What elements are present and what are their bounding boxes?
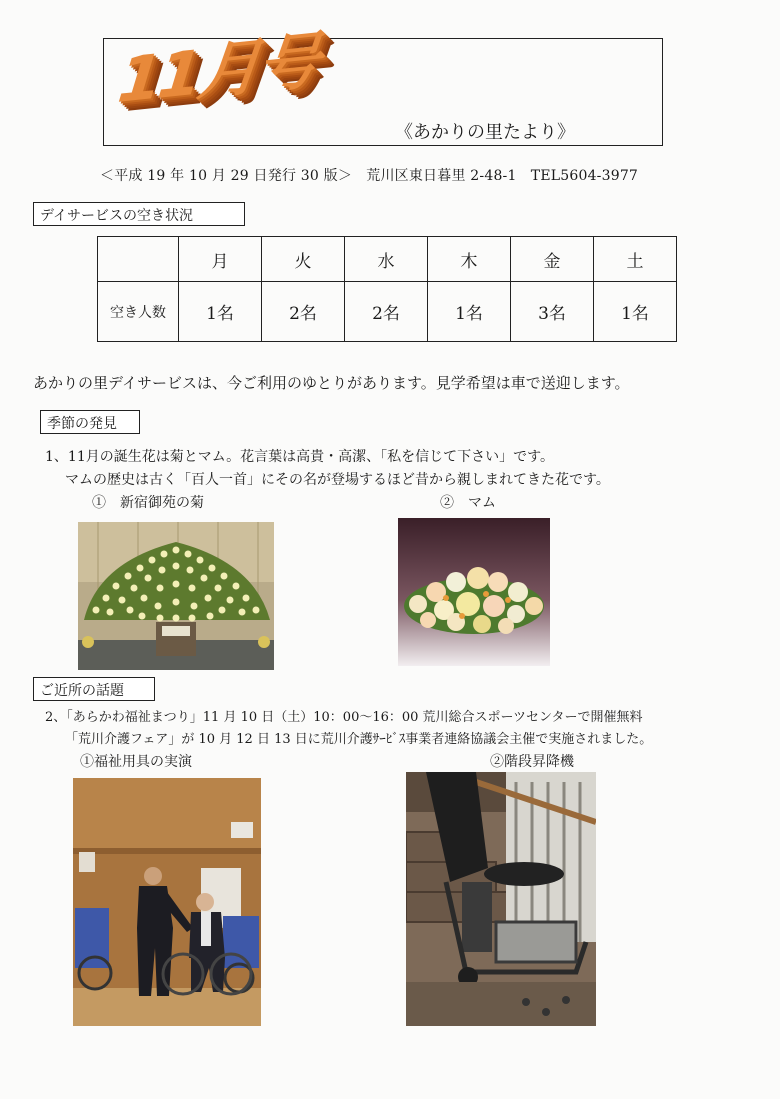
vacancy-sat: 1名 bbox=[594, 282, 677, 342]
day-header-thu: 木 bbox=[428, 237, 511, 282]
newsletter-name: 《あかりの里たより》 bbox=[395, 122, 575, 143]
day-header-fri: 金 bbox=[511, 237, 594, 282]
vacancy-wed: 2名 bbox=[345, 282, 428, 342]
vacancy-thu: 1名 bbox=[428, 282, 511, 342]
welfare-equipment-photo bbox=[73, 778, 261, 1026]
neighborhood-text-line2: 「荒川介護フェア」が 10 月 12 日 13 日に荒川介護ｻｰﾋﾞｽ事業者連絡協議会主催で実施されました。 bbox=[65, 732, 653, 747]
vacancy-fri: 3名 bbox=[511, 282, 594, 342]
day-service-heading: デイサービスの空き状況 bbox=[33, 202, 245, 226]
season-text-line1: 1、11月の誕生花は菊とマム。花言葉は高貴・高潔、「私を信じて下さい」です。 bbox=[45, 449, 555, 465]
table-corner-cell bbox=[98, 237, 179, 282]
photo-caption-mum: ② マム bbox=[440, 495, 496, 511]
day-header-wed: 水 bbox=[345, 237, 428, 282]
stair-lift-photo bbox=[406, 772, 596, 1026]
neighborhood-heading: ご近所の話題 bbox=[33, 677, 155, 701]
photo-caption-stairlift: ②階段昇降機 bbox=[490, 754, 574, 770]
availability-note: あかりの里デイサービスは、今ご利用のゆとりがあります。見学希望は車で送迎します。 bbox=[33, 374, 630, 392]
vacancy-mon: 1名 bbox=[179, 282, 262, 342]
vacancy-table bbox=[97, 236, 677, 342]
season-heading: 季節の発見 bbox=[40, 410, 140, 434]
photo-caption-chrysanthemum: ① 新宿御苑の菊 bbox=[92, 495, 204, 511]
neighborhood-text-line1: 2、「あらかわ福祉まつり」11 月 10 日（土）10：00～16：00 荒川総合スポーツセンターで開催無料 bbox=[45, 710, 643, 725]
chrysanthemum-photo bbox=[78, 522, 274, 670]
day-header-mon: 月 bbox=[179, 237, 262, 282]
day-header-sat: 土 bbox=[594, 237, 677, 282]
publish-info: ＜平成 19 年 10 月 29 日発行 30 版＞ 荒川区東日暮里 2-48-1 TEL5604-3977 bbox=[100, 168, 639, 184]
vacancy-tue: 2名 bbox=[262, 282, 345, 342]
season-text-line2: マムの歴史は古く「百人一首」にその名が登場するほど昔から親しまれてきた花です。 bbox=[65, 472, 610, 488]
day-header-tue: 火 bbox=[262, 237, 345, 282]
issue-title: 11月号 bbox=[114, 24, 320, 117]
mum-arrangement-photo bbox=[398, 518, 550, 666]
row-label: 空き人数 bbox=[98, 282, 179, 342]
table-row bbox=[98, 282, 677, 342]
photo-caption-demonstration: ①福祉用具の実演 bbox=[80, 754, 192, 770]
table-header-row bbox=[98, 237, 677, 282]
